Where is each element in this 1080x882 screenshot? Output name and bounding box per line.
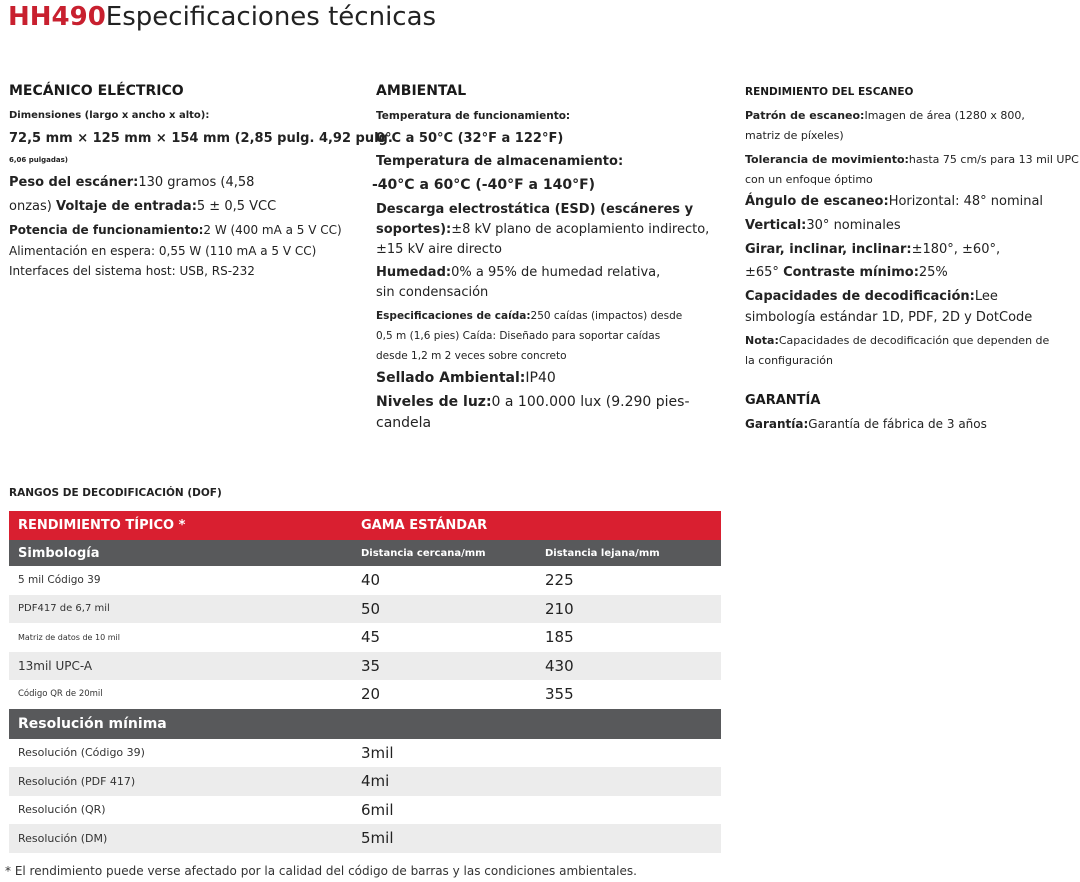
escaneo-heading: RENDIMIENTO DEL ESCANEO bbox=[745, 86, 914, 98]
table-row bbox=[9, 623, 721, 652]
light-value: 0 a 100.000 lux (9.290 pies- bbox=[491, 394, 690, 410]
row-far: 355 bbox=[545, 685, 574, 704]
table-row bbox=[9, 824, 721, 853]
contrast-line bbox=[745, 265, 948, 280]
row-far: 185 bbox=[545, 628, 574, 647]
row-near: 40 bbox=[361, 571, 381, 590]
weight-value-2: onzas) bbox=[9, 199, 52, 214]
table-row bbox=[9, 796, 721, 825]
humidity-label: Humedad: bbox=[376, 265, 452, 280]
storage-temp-value: -40°C a 60°C (-40°F a 140°F) bbox=[372, 177, 596, 193]
note-value-2: la configuración bbox=[745, 354, 833, 367]
mecanico-heading: MECÁNICO ELÉCTRICO bbox=[9, 83, 184, 99]
weight-label: Peso del escáner: bbox=[9, 175, 139, 190]
light-label: Niveles de luz: bbox=[376, 394, 492, 410]
header-standard-range: GAMA ESTÁNDAR bbox=[361, 518, 488, 533]
drop-value-2: 0,5 m (1,6 pies) Caída: Diseñado para soportar caídas bbox=[376, 330, 661, 342]
angle-value: Horizontal: 48° nominal bbox=[888, 194, 1044, 209]
light-value-2: candela bbox=[376, 415, 432, 431]
drop-line bbox=[376, 310, 682, 322]
vertical-line bbox=[745, 218, 901, 233]
row-far: 430 bbox=[545, 656, 574, 675]
contrast-label: Contraste mínimo: bbox=[783, 265, 919, 280]
angle-label: Ángulo de escaneo: bbox=[745, 194, 889, 209]
table-row bbox=[9, 566, 721, 595]
model-name: HH490 bbox=[8, 2, 106, 32]
weight-value: 130 gramos (4,58 bbox=[138, 175, 255, 190]
sealing-value: IP40 bbox=[525, 370, 556, 386]
humidity-value: 0% a 95% de humedad relativa, bbox=[451, 265, 661, 280]
row-label: Matriz de datos de 10 mil bbox=[18, 632, 120, 642]
warranty-label: Garantía: bbox=[745, 417, 809, 431]
tolerance-line bbox=[745, 153, 1079, 166]
rotate-label: Girar, inclinar, inclinar: bbox=[745, 242, 912, 257]
operating-temp-label: Temperatura de funcionamiento: bbox=[376, 110, 571, 122]
note-line bbox=[745, 334, 1049, 347]
res-label: Resolución (PDF 417) bbox=[18, 774, 136, 788]
rotate-line bbox=[745, 242, 1000, 257]
storage-temp-label: Temperatura de almacenamiento: bbox=[376, 154, 624, 169]
standby-power: Alimentación en espera: 0,55 W (110 mA a 5 V CC) bbox=[9, 244, 317, 258]
ambiental-heading: AMBIENTAL bbox=[376, 83, 467, 99]
table-row bbox=[9, 652, 721, 681]
pattern-line bbox=[745, 109, 1025, 122]
drop-label: Especificaciones de caída: bbox=[376, 310, 531, 322]
host-interfaces: Interfaces del sistema host: USB, RS-232 bbox=[9, 264, 255, 278]
row-near: 50 bbox=[361, 599, 381, 618]
row-label: 5 mil Código 39 bbox=[18, 574, 101, 587]
decode-value-2: simbología estándar 1D, PDF, 2D y DotCode bbox=[745, 310, 1033, 325]
footnote: * El rendimiento puede verse afectado por la calidad del código de barras y las condiciones ambientales. bbox=[5, 864, 637, 878]
row-label: 13mil UPC-A bbox=[18, 658, 93, 673]
humidity-line bbox=[376, 265, 660, 280]
table-header-columns bbox=[9, 540, 721, 566]
table-row bbox=[9, 595, 721, 624]
row-near: 20 bbox=[361, 685, 381, 704]
dimensions-value: 72,5 mm × 125 mm × 154 mm (2,85 pulg. 4,92 pulg. bbox=[9, 131, 393, 146]
note-value: Capacidades de decodificación que dependen de bbox=[778, 334, 1050, 347]
tolerance-value-2: con un enfoque óptimo bbox=[745, 173, 873, 186]
header-symbology: Simbología bbox=[18, 545, 100, 561]
weight-line bbox=[9, 175, 254, 190]
power-label: Potencia de funcionamiento: bbox=[9, 223, 204, 237]
res-label: Resolución (Código 39) bbox=[18, 746, 145, 760]
voltage-line bbox=[9, 199, 276, 214]
table-header-red bbox=[9, 511, 721, 540]
light-line bbox=[376, 394, 690, 410]
resolution-header bbox=[9, 709, 721, 739]
row-label: Código QR de 20mil bbox=[18, 689, 103, 700]
pattern-label: Patrón de escaneo: bbox=[745, 109, 865, 122]
row-near: 45 bbox=[361, 628, 381, 647]
dof-title: RANGOS DE DECODIFICACIÓN (DOF) bbox=[9, 487, 222, 499]
sealing-line bbox=[376, 370, 556, 386]
humidity-value-2: sin condensación bbox=[376, 285, 489, 300]
page-title bbox=[8, 0, 436, 34]
warranty-line bbox=[745, 417, 987, 431]
voltage-label: Voltaje de entrada: bbox=[55, 199, 197, 214]
vertical-label: Vertical: bbox=[745, 218, 807, 233]
res-value: 6mil bbox=[361, 800, 394, 819]
row-label: PDF417 de 6,7 mil bbox=[18, 603, 110, 615]
header-far-distance: Distancia lejana/mm bbox=[545, 547, 660, 559]
pattern-value: Imagen de área (1280 x 800, bbox=[864, 109, 1025, 122]
table-row bbox=[9, 767, 721, 796]
dimensions-label: Dimensiones (largo x ancho x alto): bbox=[9, 110, 210, 121]
esd-label-2: soportes): bbox=[376, 222, 452, 237]
vertical-value: 30° nominales bbox=[806, 218, 901, 233]
pattern-value-2: matriz de píxeles) bbox=[745, 129, 844, 142]
table-row bbox=[9, 739, 721, 768]
note-label: Nota: bbox=[745, 334, 779, 347]
rotate-value-2: ±65° bbox=[745, 265, 779, 280]
dimensions-value-2: 6,06 pulgadas) bbox=[9, 156, 68, 164]
res-value: 3mil bbox=[361, 743, 394, 762]
drop-value: 250 caídas (impactos) desde bbox=[530, 310, 683, 322]
decode-line bbox=[745, 289, 998, 304]
esd-value: ±8 kV plano de acoplamiento indirecto, bbox=[451, 222, 710, 237]
decode-label: Capacidades de decodificación: bbox=[745, 289, 975, 304]
esd-label: Descarga electrostática (ESD) (escáneres y bbox=[376, 202, 694, 217]
voltage-value: 5 ± 0,5 VCC bbox=[196, 199, 277, 214]
decode-value: Lee bbox=[974, 289, 998, 304]
esd-value-2: ±15 kV aire directo bbox=[376, 242, 503, 257]
res-value: 5mil bbox=[361, 829, 394, 848]
row-far: 225 bbox=[545, 571, 574, 590]
contrast-value: 25% bbox=[918, 265, 948, 280]
warranty-value: Garantía de fábrica de 3 años bbox=[808, 417, 987, 431]
resolution-heading: Resolución mínima bbox=[18, 715, 167, 732]
dof-table bbox=[9, 511, 721, 853]
operating-temp-value: 0°C a 50°C (32°F a 122°F) bbox=[376, 131, 564, 146]
rotate-value: ±180°, ±60°, bbox=[911, 242, 1001, 257]
table-row bbox=[9, 680, 721, 709]
drop-value-3: desde 1,2 m 2 veces sobre concreto bbox=[376, 350, 567, 362]
row-far: 210 bbox=[545, 599, 574, 618]
res-label: Resolución (QR) bbox=[18, 803, 106, 817]
angle-line bbox=[745, 194, 1043, 209]
header-near-distance: Distancia cercana/mm bbox=[361, 547, 486, 559]
sealing-label: Sellado Ambiental: bbox=[376, 370, 526, 386]
tolerance-label: Tolerancia de movimiento: bbox=[745, 153, 909, 166]
row-near: 35 bbox=[361, 656, 381, 675]
tolerance-value: hasta 75 cm/s para 13 mil UPC bbox=[908, 153, 1079, 166]
warranty-heading: GARANTÍA bbox=[745, 393, 821, 408]
power-value: 2 W (400 mA a 5 V CC) bbox=[203, 223, 342, 237]
title-text: Especificaciones técnicas bbox=[105, 2, 437, 32]
esd-line bbox=[376, 222, 709, 237]
power-line bbox=[9, 223, 342, 237]
header-typical-performance: RENDIMIENTO TÍPICO * bbox=[18, 518, 186, 533]
res-value: 4mi bbox=[361, 772, 390, 791]
res-label: Resolución (DM) bbox=[18, 831, 108, 845]
